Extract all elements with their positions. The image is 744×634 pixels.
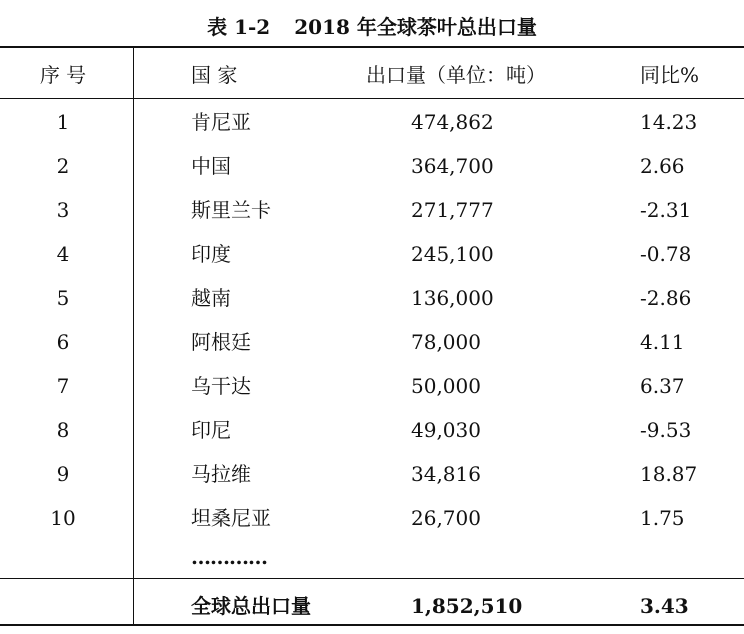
header-country: 国 家: [191, 63, 238, 87]
table-row: [0, 109, 744, 135]
row-country: 越南: [191, 286, 231, 310]
total-label: 全球总出口量: [191, 594, 311, 618]
row-export: 136,000: [411, 286, 494, 310]
row-yoy: -2.31: [640, 198, 692, 222]
header-column-divider: [133, 48, 134, 98]
row-no: 3: [56, 198, 70, 222]
row-yoy: 4.11: [640, 330, 685, 354]
row-yoy: 18.87: [640, 462, 698, 486]
row-country: 印尼: [191, 418, 231, 442]
table-row: [0, 329, 744, 355]
row-country: 中国: [191, 154, 231, 178]
total-rule: [0, 578, 744, 579]
total-yoy: 3.43: [640, 594, 689, 618]
row-country: 斯里兰卡: [191, 198, 271, 222]
row-export: 78,000: [411, 330, 481, 354]
table-row: [0, 461, 744, 487]
header-export: 出口量（单位：吨）: [366, 63, 546, 87]
row-export: 271,777: [411, 198, 494, 222]
row-export: 49,030: [411, 418, 481, 442]
total-export: 1,852,510: [411, 594, 523, 618]
table-row: [0, 197, 744, 223]
table-row: [0, 373, 744, 399]
table-row: [0, 153, 744, 179]
row-export: 474,862: [411, 110, 494, 134]
row-country: 肯尼亚: [191, 110, 251, 134]
row-yoy: -9.53: [640, 418, 692, 442]
row-country: 坦桑尼亚: [191, 506, 271, 530]
row-no: 9: [56, 462, 70, 486]
table-number: 表 1-2: [207, 15, 271, 39]
table-row: [0, 285, 744, 311]
row-export: 245,100: [411, 242, 494, 266]
header-rule: [0, 98, 744, 99]
row-yoy: 6.37: [640, 374, 685, 398]
table-row: [0, 241, 744, 267]
row-yoy: 2.66: [640, 154, 685, 178]
bottom-rule: [0, 624, 744, 626]
row-no: 7: [56, 374, 70, 398]
table-row: [0, 417, 744, 443]
row-yoy: 14.23: [640, 110, 698, 134]
row-export: 50,000: [411, 374, 481, 398]
row-yoy: 1.75: [640, 506, 685, 530]
row-no: 8: [56, 418, 70, 442]
row-country: 阿根廷: [191, 330, 251, 354]
header-no: 序 号: [39, 63, 87, 87]
table-caption: [0, 13, 744, 41]
row-no: 6: [56, 330, 70, 354]
row-no: 4: [56, 242, 70, 266]
row-export: 34,816: [411, 462, 481, 486]
row-country: 乌干达: [191, 374, 251, 398]
row-no: 1: [56, 110, 70, 134]
header-yoy: 同比%: [640, 63, 700, 87]
row-export: 26,700: [411, 506, 481, 530]
row-country: 印度: [191, 242, 231, 266]
table-row: [0, 505, 744, 531]
row-no: 2: [56, 154, 70, 178]
row-yoy: -0.78: [640, 242, 692, 266]
row-country: 马拉维: [191, 462, 251, 486]
more-rows-ellipsis: …………: [191, 545, 267, 569]
top-rule: [0, 46, 744, 48]
table-title: 2018 年全球茶叶总出口量: [294, 15, 537, 39]
row-no: 5: [56, 286, 70, 310]
row-yoy: -2.86: [640, 286, 692, 310]
row-no: 10: [50, 506, 76, 530]
row-export: 364,700: [411, 154, 494, 178]
